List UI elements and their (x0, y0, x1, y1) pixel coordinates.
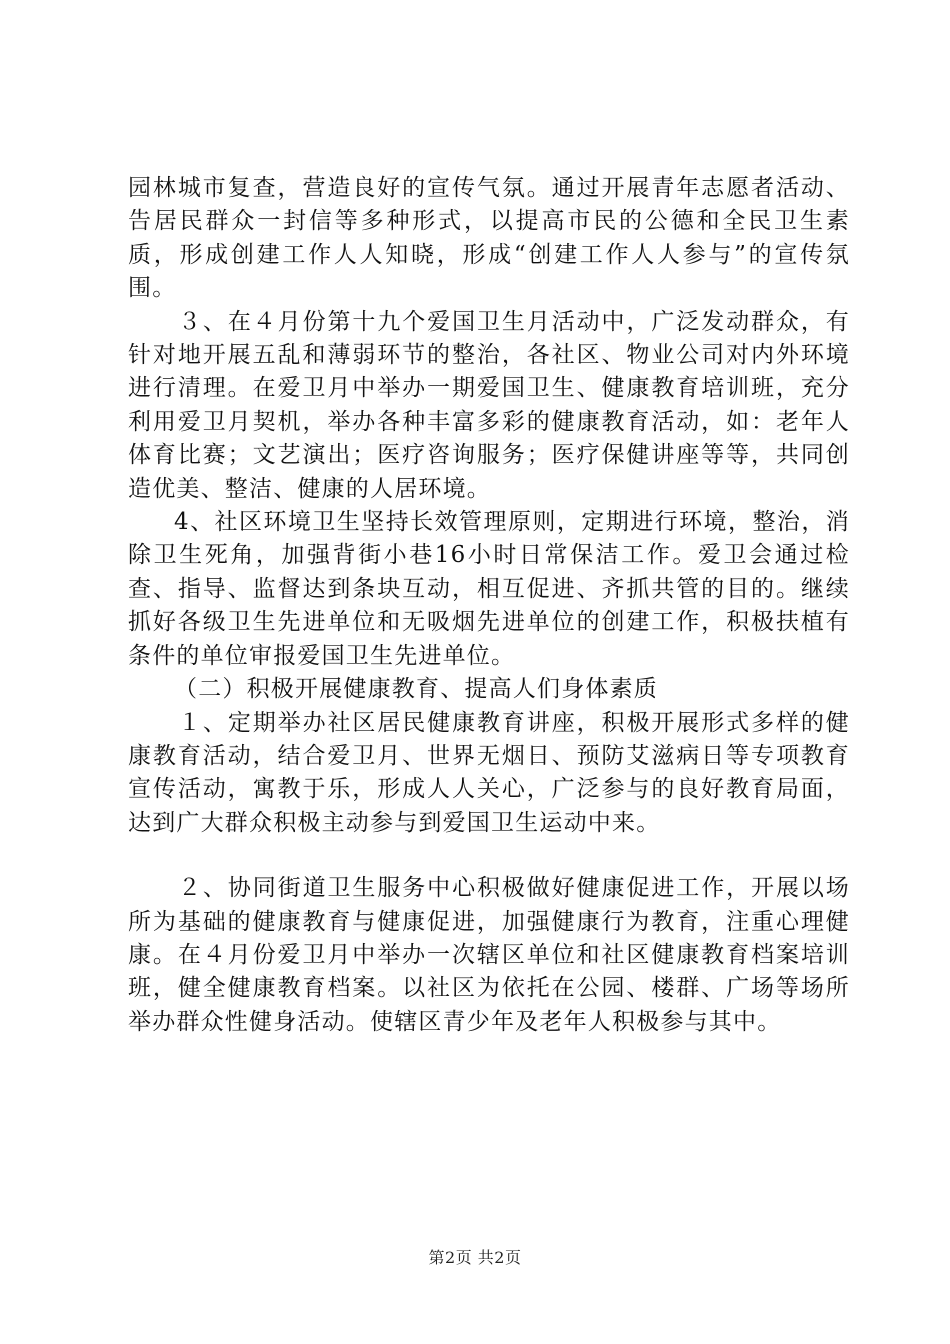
section-heading-2: （二）积极开展健康教育、提高人们身体素质 (174, 676, 658, 703)
page-footer: 第2页 共2页 (428, 1248, 522, 1267)
paragraph-item-4: 4、社区环境卫生坚持长效管理原则，定期进行环境，整治，消除卫生死角，加强背街小巷16小时日常保洁工作。爱卫会通过检查、指导、监督达到条块互动，相互促进、齐抓共管的目的。继续抓好各级卫生先进单位和无吸烟先进单位的创建工作，积极扶植有条件的单位审报爱国卫生先进单位。 (128, 509, 850, 669)
paragraph-health-item-1: １、定期举办社区居民健康教育讲座，积极开展形式多样的健康教育活动，结合爱卫月、世界无烟日、预防艾滋病日等专项教育宣传活动，寓教于乐，形成人人关心，广泛参与的良好教育局面，达到广大群众积极主动参与到爱国卫生运动中来。 (128, 709, 850, 836)
paragraph-continuation: 园林城市复查，营造良好的宣传气氛。通过开展青年志愿者活动、告居民群众一封信等多种形式，以提高市民的公德和全民卫生素质，形成创建工作人人知晓，形成“创建工作人人参与”的宣传氛围。 (128, 175, 850, 302)
document-body (128, 172, 850, 1039)
paragraph-health-item-2: ２、协同街道卫生服务中心积极做好健康促进工作，开展以场所为基础的健康教育与健康促进，加强健康行为教育，注重心理健康。在４月份爱卫月中举办一次辖区单位和社区健康教育档案培训班，健全健康教育档案。以社区为依托在公园、楼群、广场等场所举办群众性健身活动。使辖区青少年及老年人积极参与其中。 (128, 875, 850, 1035)
paragraph-item-3: ３、在４月份第十九个爱国卫生月活动中，广泛发动群众，有针对地开展五乱和薄弱环节的整治，各社区、物业公司对内外环境进行清理。在爱卫月中举办一期爱国卫生、健康教育培训班，充分利用爱卫月契机，举办各种丰富多彩的健康教育活动，如：老年人体育比赛；文艺演出；医疗咨询服务；医疗保健讲座等等，共同创造优美、整洁、健康的人居环境。 (128, 308, 850, 502)
